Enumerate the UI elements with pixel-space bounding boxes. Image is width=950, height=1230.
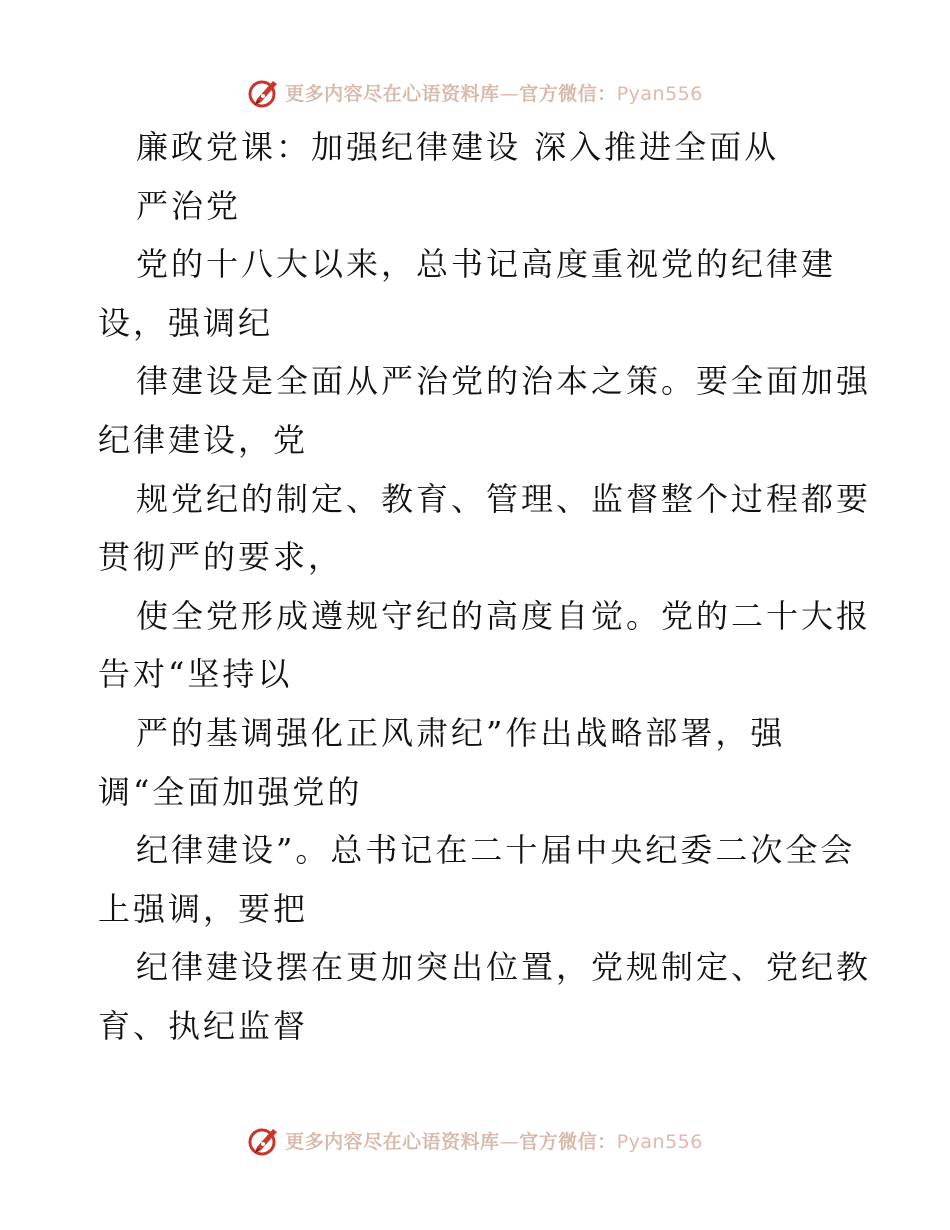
title-line-2: 严治党 — [136, 186, 242, 225]
paragraph-line: 设，强调纪 — [98, 303, 274, 342]
watermark-wechat-label: 官方微信： — [519, 1130, 617, 1153]
watermark-text — [285, 1127, 703, 1154]
document-body — [98, 118, 872, 1056]
header-watermark — [0, 72, 950, 112]
paragraph-line: 育、执纪监督 — [98, 1006, 309, 1045]
watermark-main: 更多内容尽在心语资料库 — [285, 1130, 500, 1153]
paragraph-line: 告对“坚持以 — [98, 655, 293, 694]
paragraph-line: 纪律建设，党 — [98, 420, 309, 459]
watermark-separator: — — [499, 1130, 520, 1153]
paragraph-line: 严的基调强化正风肃纪”作出战略部署，强 — [136, 713, 786, 752]
watermark-wechat-label: 官方微信： — [519, 82, 617, 105]
watermark-separator: — — [499, 82, 520, 105]
paragraph-line: 党的十八大以来，总书记高度重视党的纪律建 — [136, 245, 837, 284]
pen-logo-icon — [247, 1123, 281, 1157]
paragraph-line: 上强调，要把 — [98, 889, 309, 928]
paragraph-line: 贯彻严的要求， — [98, 538, 344, 577]
title-line-1: 廉政党课：加强纪律建设 深入推进全面从 — [136, 128, 780, 166]
paragraph-line: 调“全面加强党的 — [98, 772, 363, 811]
watermark-handle: Pyan556 — [616, 82, 703, 105]
watermark-handle: Pyan556 — [616, 1130, 703, 1153]
pen-logo-icon — [247, 75, 281, 109]
paragraph-line: 纪律建设摆在更加突出位置，党规制定、党纪教 — [136, 948, 872, 987]
watermark-main: 更多内容尽在心语资料库 — [285, 82, 500, 105]
paragraph-line: 使全党形成遵规守纪的高度自觉。党的二十大报 — [136, 596, 872, 635]
watermark-text — [285, 79, 703, 106]
footer-watermark — [0, 1120, 950, 1160]
paragraph-line: 纪律建设”。总书记在二十届中央纪委二次全会 — [136, 831, 856, 870]
paragraph-line: 律建设是全面从严治党的治本之策。要全面加强 — [136, 362, 872, 401]
paragraph-line: 规党纪的制定、教育、管理、监督整个过程都要 — [136, 479, 872, 518]
